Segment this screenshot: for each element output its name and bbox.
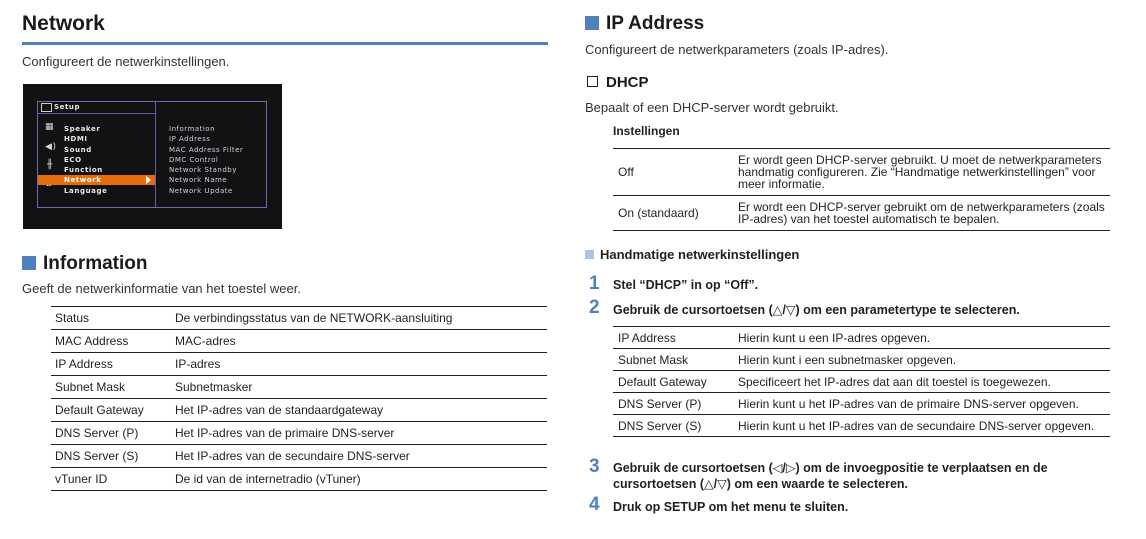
table-cell-value: Hierin kunt i een subnetmasker opgeven. (733, 349, 1110, 371)
osd-title: Setup (54, 103, 81, 111)
dhcp-title: DHCP (606, 74, 649, 91)
osd-menu-speaker[interactable]: Speaker (64, 125, 101, 133)
table-row (613, 327, 1110, 349)
settings-label: Instellingen (613, 124, 680, 138)
information-title: Information (43, 253, 148, 274)
osd-sub-information[interactable]: Information (169, 125, 216, 133)
information-heading (22, 253, 148, 275)
table-cell-value: Subnetmasker (171, 376, 547, 399)
table-cell-value: Specificeert het IP-adres dat aan dit toestel is toegewezen. (733, 371, 1110, 393)
osd-menu-function[interactable]: Function (64, 166, 103, 174)
dhcp-heading (587, 74, 649, 91)
table-cell-value: IP-adres (171, 353, 547, 376)
table-cell-key: MAC Address (51, 330, 171, 353)
osd-menu-hdmi[interactable]: HDMI (64, 135, 88, 143)
manual-settings-title: Handmatige netwerkinstellingen (600, 247, 800, 262)
table-row (613, 149, 1110, 196)
osd-sub-network-name[interactable]: Network Name (169, 176, 228, 184)
table-row (51, 445, 547, 468)
table-cell-key: DNS Server (S) (613, 415, 733, 437)
table-row (51, 399, 547, 422)
section-square-icon (22, 256, 36, 270)
parameter-table (613, 326, 1110, 437)
table-row (51, 353, 547, 376)
network-description: Configureert de netwerkinstellingen. (22, 54, 230, 69)
table-cell-value: Er wordt geen DHCP-server gebruikt. U moet de netwerkparameters handmatig configureren. Zie “Handmatige netwerkinstellingen” voor meer informatie. (733, 149, 1110, 196)
table-cell-key: Subnet Mask (51, 376, 171, 399)
table-cell-key: Default Gateway (51, 399, 171, 422)
osd-menu-language[interactable]: Language (64, 187, 108, 195)
table-row (613, 393, 1110, 415)
table-cell-value: Het IP-adres van de secundaire DNS-server (171, 445, 547, 468)
table-cell-value: Het IP-adres van de primaire DNS-server (171, 422, 547, 445)
step-text: Gebruik de cursortoetsen (◁/▷) om de invoegpositie te verplaatsen en de cursortoetsen (△/▽) om een waarde te selecteren. (613, 461, 1048, 491)
step-text: Stel “DHCP” in op “Off”. (613, 278, 759, 292)
sound-icon: ◀) (45, 142, 57, 152)
dhcp-settings-table (613, 148, 1110, 231)
speaker-icon: ▦ (45, 122, 55, 132)
osd-sub-network-update[interactable]: Network Update (169, 187, 233, 195)
table-cell-key: Status (51, 307, 171, 330)
table-row (613, 371, 1110, 393)
table-cell-key: IP Address (613, 327, 733, 349)
table-row (51, 376, 547, 399)
table-cell-key: Default Gateway (613, 371, 733, 393)
table-row (613, 349, 1110, 371)
information-description: Geeft de netwerkinformatie van het toestel weer. (22, 281, 301, 296)
table-cell-value: Hierin kunt u het IP-adres van de primaire DNS-server opgeven. (733, 393, 1110, 415)
function-icon: ╫ (47, 160, 54, 170)
osd-menu-network[interactable]: Network (64, 176, 102, 184)
step-number: 4 (589, 494, 600, 515)
table-cell-key: On (standaard) (613, 196, 733, 231)
ip-address-title: IP Address (606, 13, 705, 34)
table-cell-value: De verbindingsstatus van de NETWORK-aansluiting (171, 307, 547, 330)
table-cell-value: Hierin kunt u het IP-adres van de secundaire DNS-server opgeven. (733, 415, 1110, 437)
table-cell-key: DNS Server (P) (613, 393, 733, 415)
table-row (51, 330, 547, 353)
section-square-icon (585, 16, 599, 30)
table-cell-value: De id van de internetradio (vTuner) (171, 468, 547, 491)
information-table (51, 306, 547, 491)
network-heading: Network (22, 12, 105, 35)
setup-icon (41, 103, 52, 112)
osd-sub-network-standby[interactable]: Network Standby (169, 166, 237, 174)
table-cell-value: Het IP-adres van de standaardgateway (171, 399, 547, 422)
osd-divider (155, 102, 156, 207)
dhcp-description: Bepaalt of een DHCP-server wordt gebruikt. (585, 100, 839, 115)
osd-menu-sound[interactable]: Sound (64, 146, 92, 154)
table-cell-key: IP Address (51, 353, 171, 376)
table-row (51, 307, 547, 330)
table-cell-key: Subnet Mask (613, 349, 733, 371)
table-cell-key: Off (613, 149, 733, 196)
osd-menu-eco[interactable]: ECO (64, 156, 82, 164)
table-cell-value: Hierin kunt u een IP-adres opgeven. (733, 327, 1110, 349)
table-cell-key: DNS Server (P) (51, 422, 171, 445)
table-cell-key: vTuner ID (51, 468, 171, 491)
checkbox-bullet-icon (587, 76, 598, 87)
table-row (51, 468, 547, 491)
osd-sub-dmc-control[interactable]: DMC Control (169, 156, 219, 164)
step-number: 1 (589, 273, 600, 294)
setup-menu-screenshot (23, 84, 282, 229)
ip-address-heading (585, 13, 704, 35)
ip-address-description: Configureert de netwerkparameters (zoals IP-adres). (585, 42, 889, 57)
heading-rule (22, 42, 548, 45)
subsection-square-icon (585, 250, 594, 259)
step-text: Gebruik de cursortoetsen (△/▽) om een parametertype te selecteren. (613, 303, 1020, 317)
osd-sub-mac-filter[interactable]: MAC Address Filter (169, 146, 244, 154)
manual-settings-heading (585, 247, 799, 262)
osd-sub-ip-address[interactable]: IP Address (169, 135, 211, 143)
table-cell-value: MAC-adres (171, 330, 547, 353)
table-cell-value: Er wordt een DHCP-server gebruikt om de netwerkparameters (zoals IP-adres) van het toestel automatisch te bepalen. (733, 196, 1110, 231)
table-row (613, 415, 1110, 437)
table-row (613, 196, 1110, 231)
table-row (51, 422, 547, 445)
table-cell-key: DNS Server (S) (51, 445, 171, 468)
step-number: 2 (589, 297, 600, 318)
chevron-right-icon (146, 176, 151, 184)
step-number: 3 (589, 456, 600, 477)
step-text: Druk op SETUP om het menu te sluiten. (613, 500, 849, 514)
